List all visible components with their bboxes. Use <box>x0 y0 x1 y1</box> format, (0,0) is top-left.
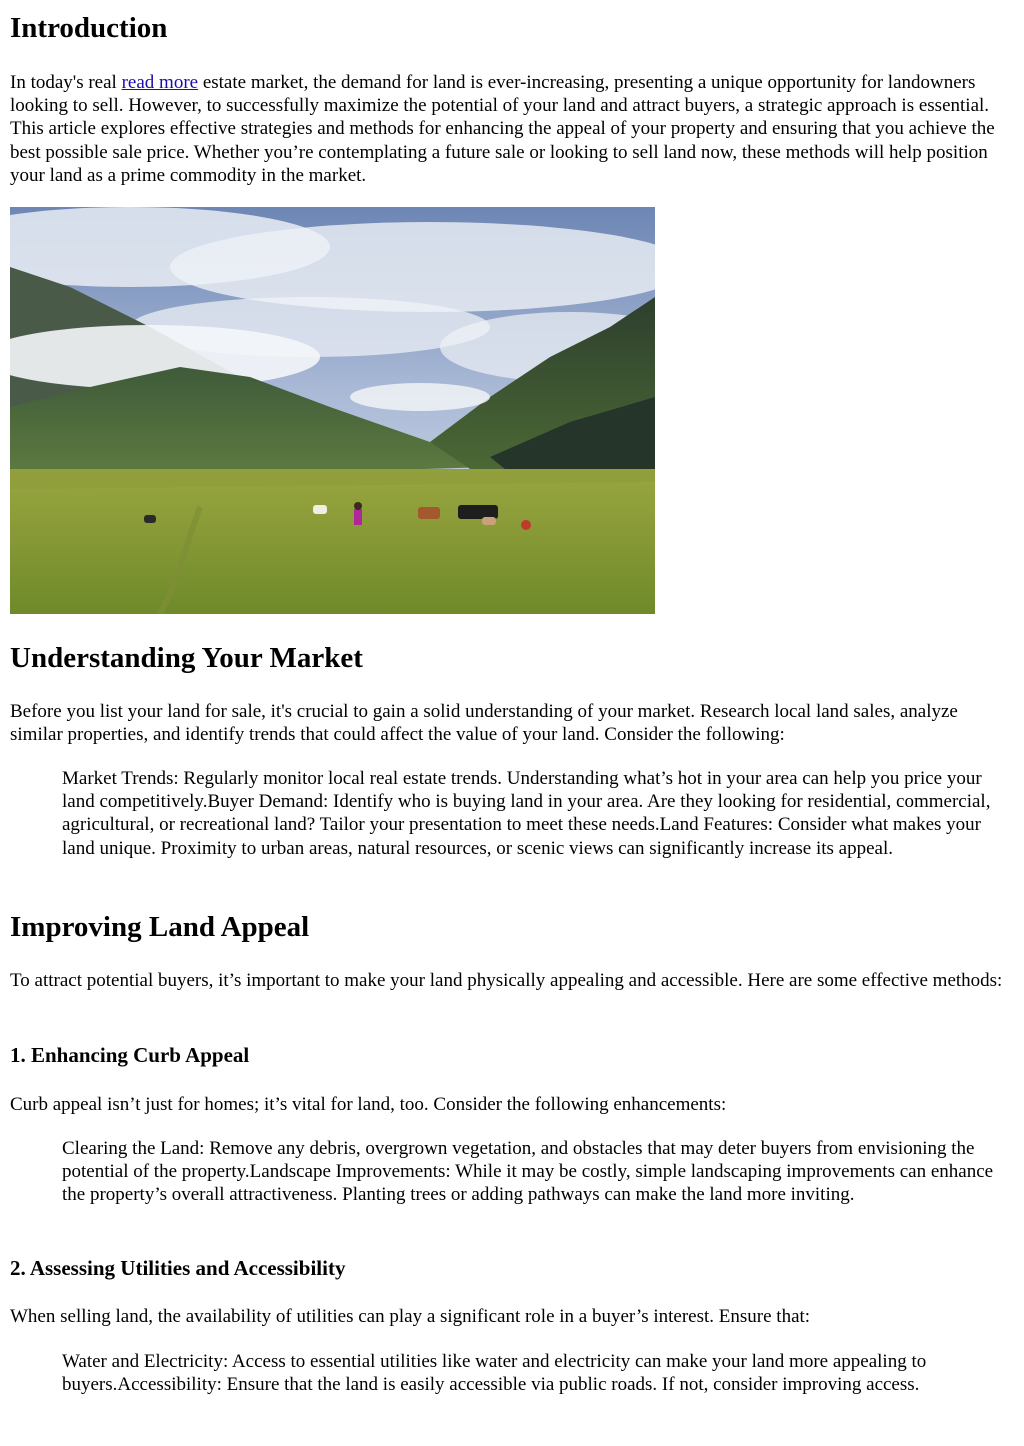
utilities-quote: Water and Electricity: Access to essential utilities like water and electricity can make your land more appealing to buyers.Accessibility: Ensure that the land is easily accessible via public roads. If not, consider improving access. <box>62 1351 927 1396</box>
heading-utilities: 2. Assessing Utilities and Accessibility <box>10 1256 346 1280</box>
intro-text-before-link: In today's real <box>10 72 122 93</box>
appeal-paragraph: To attract potential buyers, it’s important to make your land physically appealing and accessible. Here are some effective methods: <box>10 970 1003 991</box>
utilities-paragraph: When selling land, the availability of utilities can play a significant role in a buyer’s interest. Ensure that: <box>10 1306 811 1327</box>
read-more-link[interactable]: read more <box>121 72 199 93</box>
landscape-photo <box>10 207 655 614</box>
heading-improving-appeal: Improving Land Appeal <box>10 911 310 943</box>
heading-understanding-market: Understanding Your Market <box>10 642 363 674</box>
intro-text-after-link: estate market, the demand for land is ever-increasing, presenting a unique opportunity for landowners looking to sell. However, to successfully maximize the potential of your land and attract buyers, a strategic approach is essential. This article explores effective strategies and methods for enhancing the appeal of your property and ensuring that you achieve the best possible sale price. Whether you’re contemplating a future sale or looking to sell land now, these methods will help position your land as a prime commodity in the market. <box>10 72 995 186</box>
market-paragraph: Before you list your land for sale, it's crucial to gain a solid understanding of your market. Research local land sales, analyze similar properties, and identify trends that could affect the value of your land. Consider the following: <box>10 701 958 746</box>
heading-introduction: Introduction <box>10 12 168 44</box>
intro-paragraph <box>10 71 1020 187</box>
market-quote: Market Trends: Regularly monitor local real estate trends. Understanding what’s hot in your area can help you price your land competitively.Buyer Demand: Identify who is buying land in your area. Are they looking for residential, commercial, agricultural, or recreational land? Tailor your presentation to meet these needs.Land Features: Consider what makes your land unique. Proximity to urban areas, natural resources, or scenic views can significantly increase its appeal. <box>62 768 991 859</box>
curb-quote: Clearing the Land: Remove any debris, overgrown vegetation, and obstacles that may deter buyers from envisioning the potential of the property.Landscape Improvements: While it may be costly, simple landscaping improvements can enhance the property’s overall attractiveness. Planting trees or adding pathways can make the land more inviting. <box>62 1138 994 1206</box>
curb-paragraph: Curb appeal isn’t just for homes; it’s vital for land, too. Consider the following enhancements: <box>10 1094 727 1115</box>
heading-curb-appeal: 1. Enhancing Curb Appeal <box>10 1043 250 1067</box>
